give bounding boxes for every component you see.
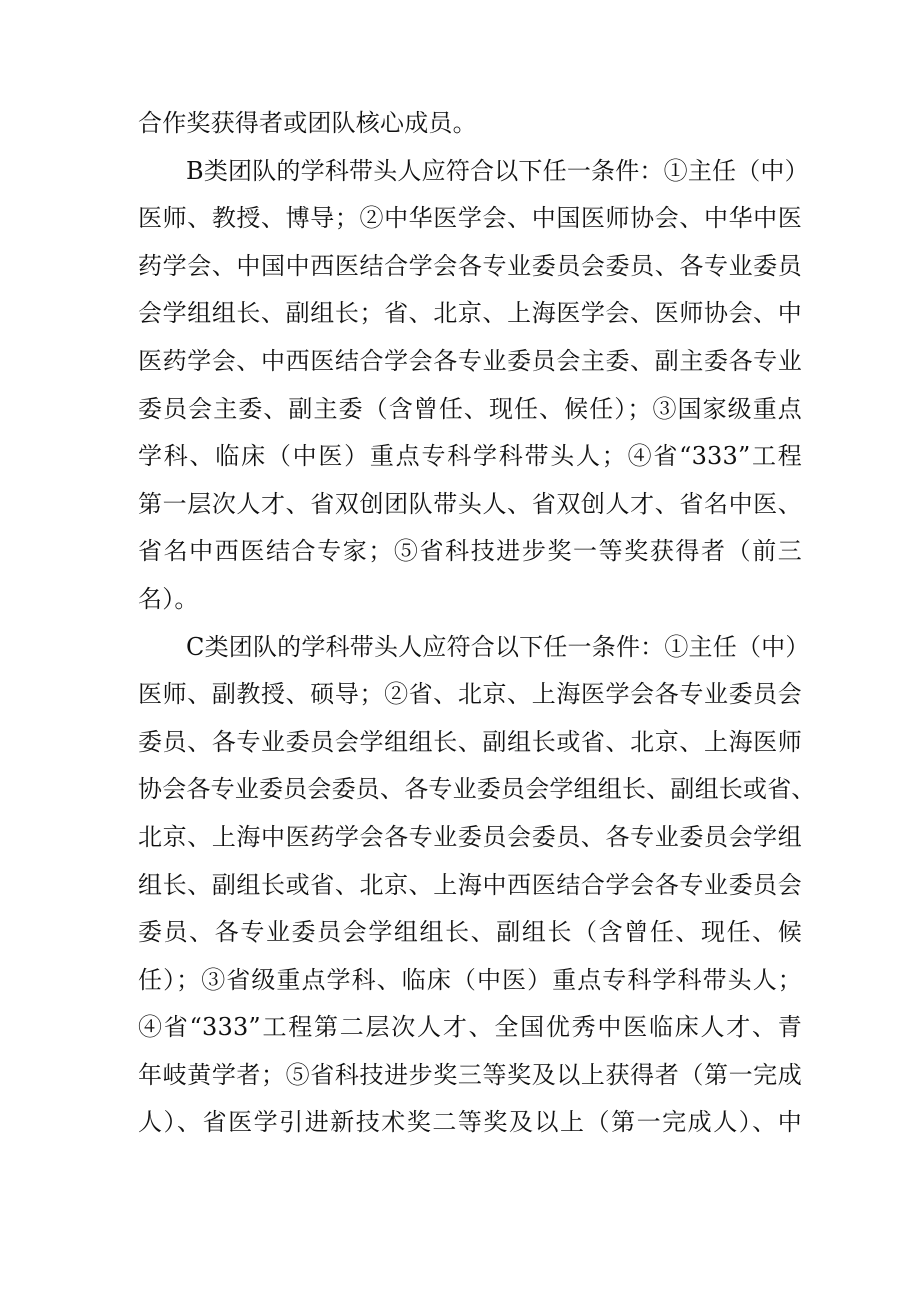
- paragraph-b: [138, 148, 809, 624]
- text-line: 医师、教授、博导；②中华医学会、中国医师协会、中华中医: [138, 204, 802, 233]
- paragraph-a-tail: [138, 100, 802, 148]
- paragraph-c: [138, 624, 816, 1148]
- text-line: 年岐黄学者；⑤省科技进步奖三等奖及以上获得者（第一完成: [138, 1060, 802, 1089]
- document-body: [138, 100, 816, 1147]
- text-line: 省名中西医结合专家；⑤省科技进步奖一等奖获得者（前三: [138, 537, 802, 566]
- text-line: 药学会、中国中西医结合学会各专业委员会委员、各专业委员: [138, 251, 802, 280]
- text-line: 北京、上海中医药学会各专业委员会委员、各专业委员会学组: [138, 822, 802, 851]
- text-line: 名）。: [138, 584, 199, 613]
- text-line: 委员、各专业委员会学组组长、副组长或省、北京、上海医师: [138, 727, 802, 756]
- text-line: 医师、副教授、硕导；②省、北京、上海医学会各专业委员会: [138, 680, 802, 709]
- text-line: B类团队的学科带头人应符合以下任一条件：①主任（中）: [186, 156, 809, 185]
- text-line: 委员会主委、副主委（含曾任、现任、候任）；③国家级重点: [138, 394, 802, 423]
- text-line: 会学组组长、副组长；省、北京、上海医学会、医师协会、中: [138, 299, 802, 328]
- text-line: 第一层次人才、省双创团队带头人、省双创人才、省名中医、: [138, 489, 802, 518]
- text-line: 组长、副组长或省、北京、上海中西医结合学会各专业委员会: [138, 870, 802, 899]
- text-line: 医药学会、中西医结合学会各专业委员会主委、副主委各专业: [138, 346, 802, 375]
- text-line: C类团队的学科带头人应符合以下任一条件：①主任（中）: [186, 632, 810, 661]
- text-line: 合作奖获得者或团队核心成员。: [138, 109, 477, 137]
- text-line: 任）；③省级重点学科、临床（中医）重点专科学科带头人；: [138, 965, 802, 994]
- text-line: 学科、临床（中医）重点专科学科带头人；④省“333”工程: [138, 442, 802, 471]
- text-line: ④省“333”工程第二层次人才、全国优秀中医临床人才、青: [138, 1013, 802, 1042]
- text-line: 协会各专业委员会委员、各专业委员会学组组长、副组长或省、: [138, 775, 816, 804]
- text-line: 委员、各专业委员会学组组长、副组长（含曾任、现任、候: [138, 918, 802, 947]
- text-line: 人）、省医学引进新技术奖二等奖及以上（第一完成人）、中: [138, 1108, 802, 1137]
